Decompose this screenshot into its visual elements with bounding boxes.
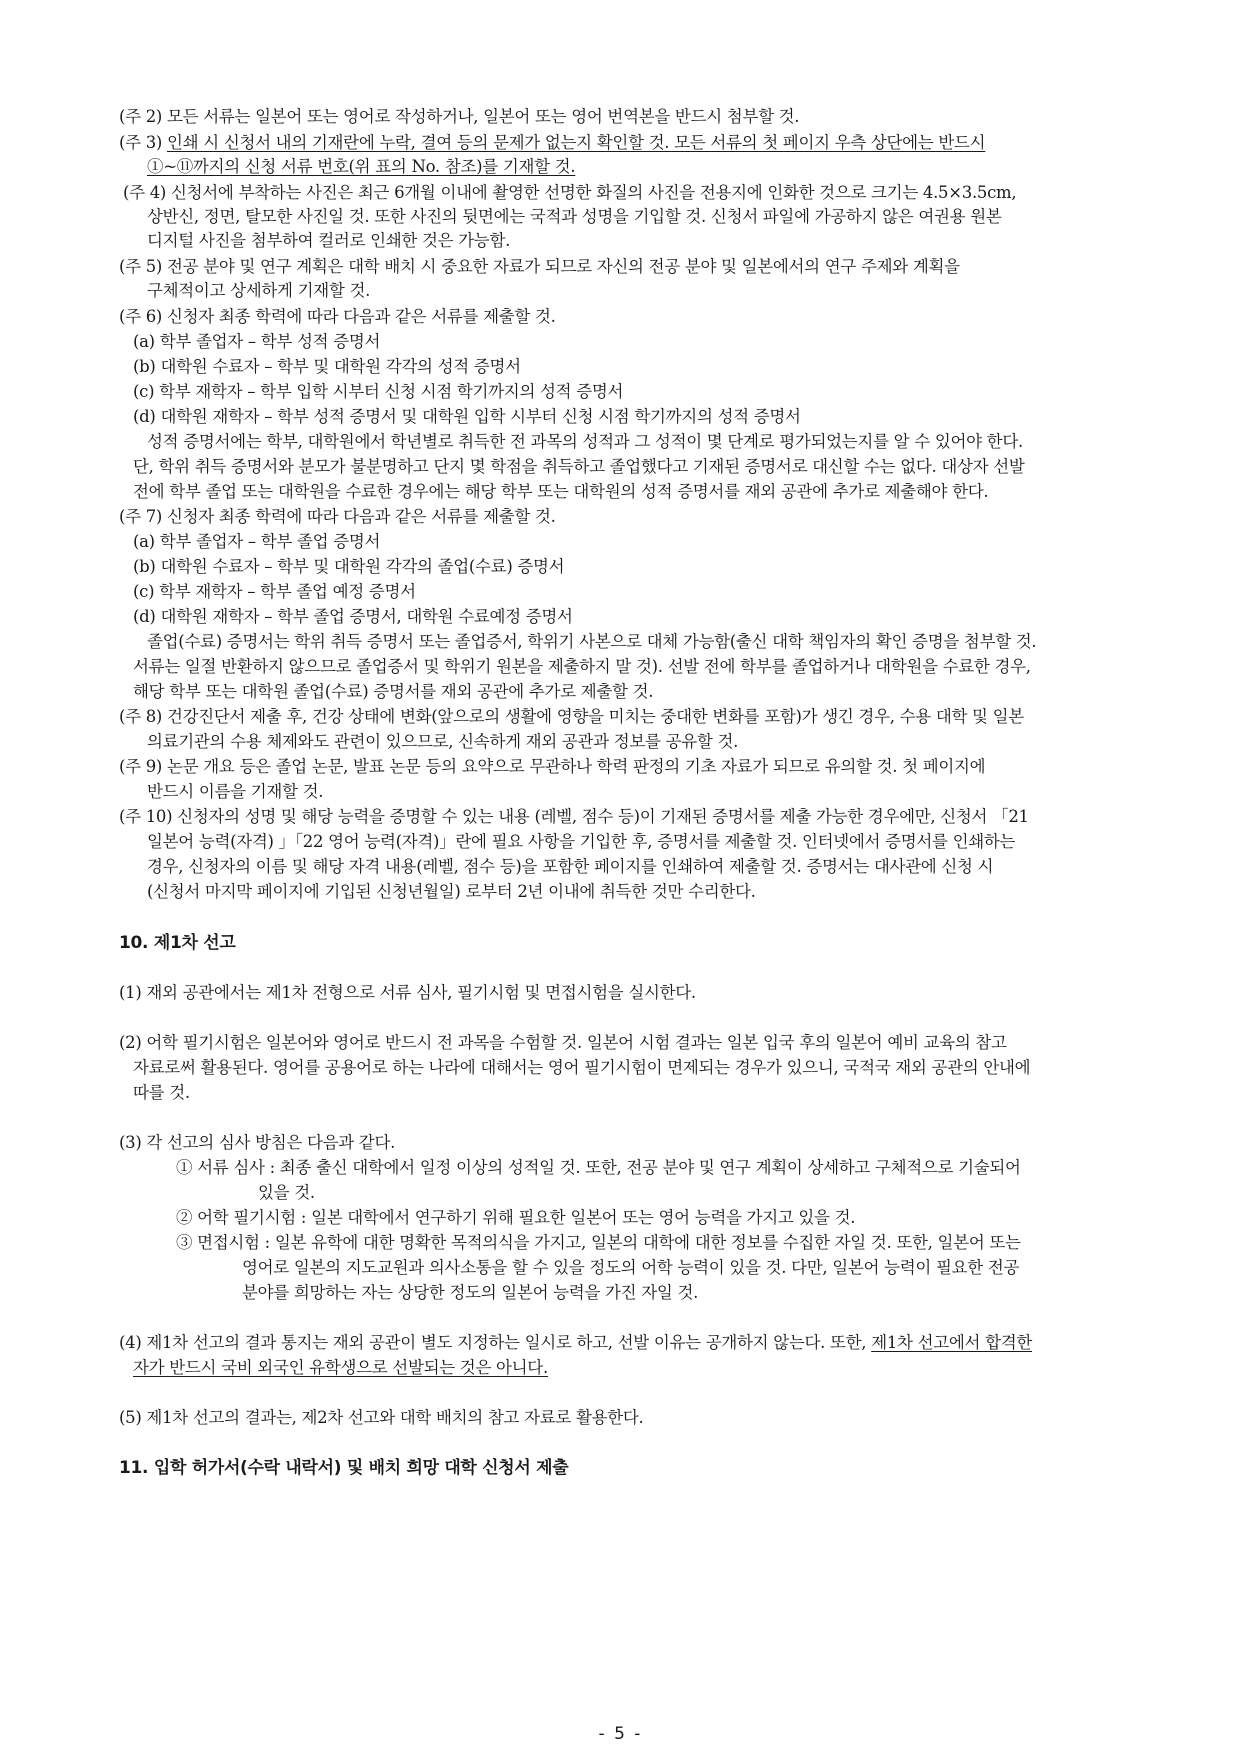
note-3-line-1: [119, 132, 985, 154]
note-7-para-line-2: 서류는 일절 반환하지 않으므로 졸업증서 및 학위기 원본을 제출하지 말 것). 선발 전에 학부를 졸업하거나 대학원을 수료한 경우,: [133, 657, 1031, 676]
section-10-item-4-underlined: 제1차 선고에서 합격한: [871, 1333, 1033, 1352]
note-10-line-4: (신청서 마지막 페이지에 기입된 신청년월일) 로부터 2년 이내에 취득한 것만 수리한다.: [147, 882, 756, 901]
section-10-item-4-line-1: [119, 1332, 1032, 1354]
note-4-line-1: (주 4) 신청서에 부착하는 사진은 최근 6개월 이내에 촬영한 선명한 화질의 사진을 전용지에 인화한 것으로 크기는 4.5×3.5cm,: [123, 183, 1017, 202]
review-criteria-written-test: ② 어학 필기시험 : 일본 대학에서 연구하기 위해 필요한 일본어 또는 영어 능력을 가지고 있을 것.: [176, 1208, 856, 1227]
note-6-para-line-2: 단, 학위 취득 증명서와 분모가 불분명하고 단지 몇 학점을 취득하고 졸업했다고 기재된 증명서로 대신할 수는 없다. 대상자 선발: [133, 457, 1025, 476]
note-6-item-a: (a) 학부 졸업자 – 학부 성적 증명서: [133, 332, 381, 351]
note-7-para-line-3: 해당 학부 또는 대학원 졸업(수료) 증명서를 재외 공관에 추가로 제출할 것.: [133, 682, 654, 701]
note-10-line-2: 일본어 능력(자격) 」「22 영어 능력(자격)」란에 필요 사항을 기입한 후, 증명서를 제출할 것. 인터넷에서 증명서를 인쇄하는: [147, 832, 1016, 851]
note-7-item-c: (c) 학부 재학자 – 학부 졸업 예정 증명서: [133, 582, 416, 601]
review-criteria-interview-line-2: 영어로 일본의 지도교원과 의사소통을 할 수 있을 정도의 어학 능력이 있을 것. 다만, 일본어 능력이 필요한 전공: [242, 1258, 1020, 1277]
note-6-para-line-1: 성적 증명서에는 학부, 대학원에서 학년별로 취득한 전 과목의 성적과 그 성적이 몇 단계로 평가되었는지를 알 수 있어야 한다.: [147, 432, 1023, 451]
note-8-line-2: 의료기관의 수용 체제와도 관련이 있으므로, 신속하게 재외 공관과 정보를 공유할 것.: [147, 732, 739, 751]
note-10-line-3: 경우, 신청자의 이름 및 해당 자격 내용(레벨, 점수 등)을 포함한 페이지를 인쇄하여 제출할 것. 증명서는 대사관에 신청 시: [147, 857, 994, 876]
note-7-item-d: (d) 대학원 재학자 – 학부 졸업 증명서, 대학원 수료예정 증명서: [133, 607, 573, 626]
note-4-line-2: 상반신, 정면, 탈모한 사진일 것. 또한 사진의 뒷면에는 국적과 성명을 기입할 것. 신청서 파일에 가공하지 않은 여권용 원본: [147, 207, 1002, 226]
review-criteria-documents-line-1: ① 서류 심사 : 최종 출신 대학에서 일정 이상의 성적일 것. 또한, 전공 분야 및 연구 계획이 상세하고 구체적으로 기술되어: [176, 1158, 1021, 1177]
section-10-heading: 10. 제1차 선고: [119, 933, 236, 953]
section-10-item-1: (1) 재외 공관에서는 제1차 전형으로 서류 심사, 필기시험 및 면접시험을 실시한다.: [119, 983, 696, 1002]
note-9-line-2: 반드시 이름을 기재할 것.: [147, 782, 324, 801]
note-5-line-1: (주 5) 전공 분야 및 연구 계획은 대학 배치 시 중요한 자료가 되므로 자신의 전공 분야 및 일본에서의 연구 주제와 계획을: [119, 257, 960, 276]
note-8-line-1: (주 8) 건강진단서 제출 후, 건강 상태에 변화(앞으로의 생활에 영향을 미치는 중대한 변화를 포함)가 생긴 경우, 수용 대학 및 일본: [119, 707, 1024, 726]
note-3-underlined-text: 인쇄 시 신청서 내의 기재란에 누락, 결여 등의 문제가 없는지 확인할 것. 모든 서류의 첫 페이지 우측 상단에는 반드시: [167, 133, 986, 152]
note-3-line-2: ①~⑪까지의 신청 서류 번호(위 표의 No. 참조)를 기재할 것.: [147, 157, 576, 176]
section-10-item-2-line-2: 자료로써 활용된다. 영어를 공용어로 하는 나라에 대해서는 영어 필기시험이 면제되는 경우가 있으니, 국적국 재외 공관의 안내에: [133, 1058, 1031, 1077]
section-10-item-5: (5) 제1차 선고의 결과는, 제2차 선고와 대학 배치의 참고 자료로 활용한다.: [119, 1408, 644, 1427]
section-11-heading: 11. 입학 허가서(수락 내락서) 및 배치 희망 대학 신청서 제출: [119, 1458, 569, 1478]
note-6-item-c: (c) 학부 재학자 – 학부 입학 시부터 신청 시점 학기까지의 성적 증명서: [133, 382, 624, 401]
note-2: (주 2) 모든 서류는 일본어 또는 영어로 작성하거나, 일본어 또는 영어 번역본을 반드시 첨부할 것.: [119, 107, 800, 126]
note-9-line-1: (주 9) 논문 개요 등은 졸업 논문, 발표 논문 등의 요약으로 무관하나 학력 판정의 기초 자료가 되므로 유의할 것. 첫 페이지에: [119, 757, 986, 776]
note-7-item-b: (b) 대학원 수료자 – 학부 및 대학원 각각의 졸업(수료) 증명서: [133, 557, 565, 576]
note-3-prefix: (주 3): [119, 133, 168, 152]
note-7-item-a: (a) 학부 졸업자 – 학부 졸업 증명서: [133, 532, 381, 551]
note-7-intro: (주 7) 신청자 최종 학력에 따라 다음과 같은 서류를 제출할 것.: [119, 507, 556, 526]
note-6-intro: (주 6) 신청자 최종 학력에 따라 다음과 같은 서류를 제출할 것.: [119, 307, 556, 326]
section-10-item-4-plain: (4) 제1차 선고의 결과 통지는 재외 공관이 별도 지정하는 일시로 하고, 선발 이유는 공개하지 않는다. 또한,: [119, 1333, 872, 1352]
section-10-item-3-intro: (3) 각 선고의 심사 방침은 다음과 같다.: [119, 1133, 396, 1152]
note-4-line-3: 디지털 사진을 첨부하여 컬러로 인쇄한 것은 가능함.: [147, 231, 511, 250]
note-5-line-2: 구체적이고 상세하게 기재할 것.: [147, 281, 371, 300]
note-6-para-line-3: 전에 학부 졸업 또는 대학원을 수료한 경우에는 해당 학부 또는 대학원의 성적 증명서를 재외 공관에 추가로 제출해야 한다.: [133, 482, 989, 501]
review-criteria-interview-line-1: ③ 면접시험 : 일본 유학에 대한 명확한 목적의식을 가지고, 일본의 대학에 대한 정보를 수집한 자일 것. 또한, 일본어 또는: [176, 1233, 1021, 1252]
note-10-line-1: (주 10) 신청자의 성명 및 해당 능력을 증명할 수 있는 내용 (레벨, 점수 등)이 기재된 증명서를 제출 가능한 경우에만, 신청서 「21: [119, 807, 1029, 826]
note-6-item-d: (d) 대학원 재학자 – 학부 성적 증명서 및 대학원 입학 시부터 신청 시점 학기까지의 성적 증명서: [133, 407, 801, 426]
section-10-item-2-line-1: (2) 어학 필기시험은 일본어와 영어로 반드시 전 과목을 수험할 것. 일본어 시험 결과는 일본 입국 후의 일본어 예비 교육의 참고: [119, 1033, 1007, 1052]
page-number: - 5 -: [598, 1724, 643, 1744]
note-6-item-b: (b) 대학원 수료자 – 학부 및 대학원 각각의 성적 증명서: [133, 357, 521, 376]
review-criteria-interview-line-3: 분야를 희망하는 자는 상당한 정도의 일본어 능력을 가진 자일 것.: [242, 1283, 699, 1302]
section-10-item-2-line-3: 따를 것.: [133, 1083, 190, 1102]
note-7-para-line-1: 졸업(수료) 증명서는 학위 취득 증명서 또는 졸업증서, 학위기 사본으로 대체 가능함(출신 대학 책임자의 확인 증명을 첨부할 것.: [147, 632, 1037, 651]
review-criteria-documents-line-2: 있을 것.: [258, 1183, 315, 1202]
section-10-item-4-line-2: 자가 반드시 국비 외국인 유학생으로 선발되는 것은 아니다.: [133, 1358, 548, 1377]
